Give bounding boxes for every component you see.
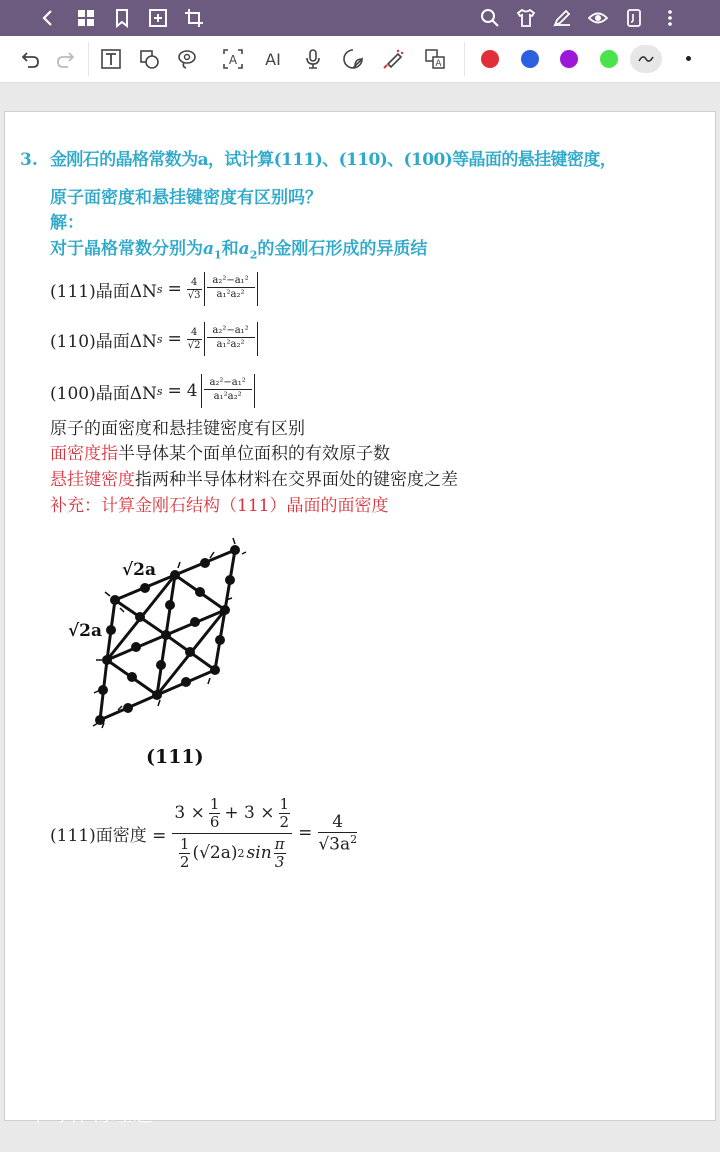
eq110-coefficient [187, 327, 202, 352]
fraction-pi-third [274, 836, 286, 871]
fraction-one-sixth [209, 796, 221, 831]
eq110-label: (110)晶面ΔN [50, 331, 157, 352]
lasso-icon[interactable] [174, 46, 200, 72]
eq111-bracket-num: a₂²−a₁² [207, 274, 255, 288]
density-formula [50, 788, 357, 878]
apps-icon[interactable] [74, 6, 98, 30]
top-app-bar [0, 0, 720, 36]
fraction-half-den [179, 836, 191, 871]
eq110-bracket-num: a₂²−a₁² [207, 324, 255, 338]
density-result-exp: 2 [350, 832, 358, 846]
fraction-half-den-den: 2 [179, 852, 190, 871]
sticker-icon[interactable] [340, 46, 366, 72]
a1-symbol: a [203, 239, 215, 259]
eye-icon[interactable] [586, 6, 610, 30]
bookmark-icon[interactable] [110, 6, 134, 30]
fraction-one-half [279, 796, 291, 831]
density-den-sin: sin [246, 843, 272, 863]
question-line-2: 原子面密度和悬挂键密度有区别吗？ [50, 188, 322, 208]
svg-text:A: A [435, 59, 442, 69]
note-line-2-rest: 半导体某个面单位面积的有效原子数 [118, 444, 390, 464]
watermark-brand: bilibili [212, 1094, 289, 1119]
density-denominator [172, 834, 292, 871]
figure-top-label: √2a [122, 560, 157, 580]
density-main-fraction [172, 796, 292, 871]
add-page-icon[interactable] [146, 6, 170, 30]
fraction-one-sixth-den: 6 [209, 812, 220, 831]
undo-icon[interactable] [17, 46, 43, 72]
note-term-dangling: 悬挂键密度 [50, 470, 135, 490]
note-term-density: 面密度指 [50, 444, 118, 464]
a1-subscript: 1 [214, 248, 222, 262]
fraction-one-half-num: 1 [279, 794, 290, 813]
svg-text:AI: AI [265, 50, 281, 69]
translate-icon[interactable] [422, 46, 448, 72]
a2-symbol: a [238, 239, 250, 259]
note-supplement: 补充：计算金刚石结构（111）晶面的面密度 [50, 496, 389, 516]
search-icon[interactable] [478, 6, 502, 30]
equation-111 [50, 268, 258, 310]
question-number: 3. [20, 150, 38, 170]
density-den-mid: (√2a) [192, 843, 238, 863]
svg-text:A: A [228, 53, 238, 67]
eq100-sub: s [156, 384, 163, 398]
eq110-bracket-den: a₁²a₂² [216, 339, 245, 350]
density-result-den: √3a [318, 834, 351, 855]
watermark-text: 半导体物理题 [28, 1102, 154, 1126]
eq110-coef-num: 4 [187, 327, 202, 340]
eq111-bracket-den: a₁²a₂² [216, 289, 245, 300]
pen-color-red[interactable] [481, 50, 499, 68]
eq100-label: (100)晶面ΔN [50, 383, 157, 404]
eq100-bracket [201, 374, 255, 408]
density-num-part2: + 3 × [224, 803, 275, 823]
eq110-coef-den: √2 [187, 339, 201, 351]
text-box-icon[interactable] [98, 46, 124, 72]
pen-color-purple[interactable] [560, 50, 578, 68]
density-result-num: 4 [318, 812, 357, 833]
eq111-coef-den: √3 [187, 289, 201, 301]
pen-color-green[interactable] [600, 50, 618, 68]
eq111-sub: s [156, 282, 163, 296]
eq111-coef-num: 4 [187, 277, 202, 290]
note-line-3 [50, 469, 458, 491]
density-result-den-wrap [318, 833, 357, 855]
shirt-icon[interactable] [514, 6, 538, 30]
equation-100 [50, 370, 255, 412]
density-label: (111)面密度 = [50, 825, 167, 846]
and-word: 和 [221, 239, 239, 259]
dot-icon[interactable] [686, 56, 691, 61]
a2-subscript: 2 [249, 248, 258, 262]
eq111-bracket [204, 272, 258, 306]
eq110-sub: s [156, 332, 163, 346]
answer-label: 解： [50, 213, 84, 233]
eq111-label: (111)晶面ΔN [50, 281, 157, 302]
figure-left-label: √2a [68, 621, 103, 641]
eq110-bracket [204, 322, 258, 356]
note-line-1: 原子的面密度和悬挂键密度有区别 [50, 419, 305, 439]
pen-style-icon[interactable] [630, 45, 662, 73]
redo-icon[interactable] [53, 46, 79, 72]
back-icon[interactable] [36, 6, 60, 30]
density-equals: = [298, 823, 313, 843]
ocr-icon[interactable] [220, 46, 246, 72]
note-line-2 [50, 443, 390, 465]
eq100-coefficient: 4 [186, 381, 198, 401]
equation-110 [50, 318, 258, 360]
note-line-3-rest: 指两种半导体材料在交界面处的键密度之差 [135, 470, 458, 490]
fraction-pi-num: π [274, 834, 285, 853]
question-line-1: 金刚石的晶格常数为a，试计算(111)、(110)、(100)等晶面的悬挂键密度， [50, 150, 617, 170]
density-result [318, 812, 357, 855]
ai-icon[interactable] [260, 46, 286, 72]
density-numerator [172, 796, 292, 834]
laser-icon[interactable] [380, 46, 406, 72]
more-icon[interactable] [658, 6, 682, 30]
heterojunction-line [50, 238, 427, 266]
phone-icon[interactable] [622, 6, 646, 30]
density-den-exp: 2 [237, 846, 245, 860]
eq110-equals: = [167, 329, 182, 349]
toolbar-divider [464, 42, 465, 76]
pen-icon[interactable] [550, 6, 574, 30]
heterojunction-suffix: 的金刚石形成的异质结 [257, 239, 428, 259]
fraction-one-sixth-num: 1 [209, 794, 220, 813]
fraction-half-den-num: 1 [179, 834, 190, 853]
fraction-pi-den: 3 [274, 852, 285, 871]
toolbar-divider [88, 42, 89, 76]
eq111-coefficient [187, 277, 202, 302]
eq111-equals: = [167, 279, 182, 299]
eq100-bracket-den: a₁²a₂² [213, 391, 242, 402]
mic-icon[interactable] [300, 46, 326, 72]
crop-icon[interactable] [182, 6, 206, 30]
pen-color-blue[interactable] [521, 50, 539, 68]
eq100-equals: = [167, 381, 182, 401]
heterojunction-prefix: 对于晶格常数分别为 [50, 239, 203, 259]
density-num-part1: 3 × [174, 803, 205, 823]
fraction-one-half-den: 2 [279, 812, 290, 831]
lattice-atoms [95, 545, 240, 725]
shapes-icon[interactable] [136, 46, 162, 72]
eq100-bracket-num: a₂²−a₁² [204, 376, 252, 390]
figure-caption: (111) [146, 746, 204, 768]
